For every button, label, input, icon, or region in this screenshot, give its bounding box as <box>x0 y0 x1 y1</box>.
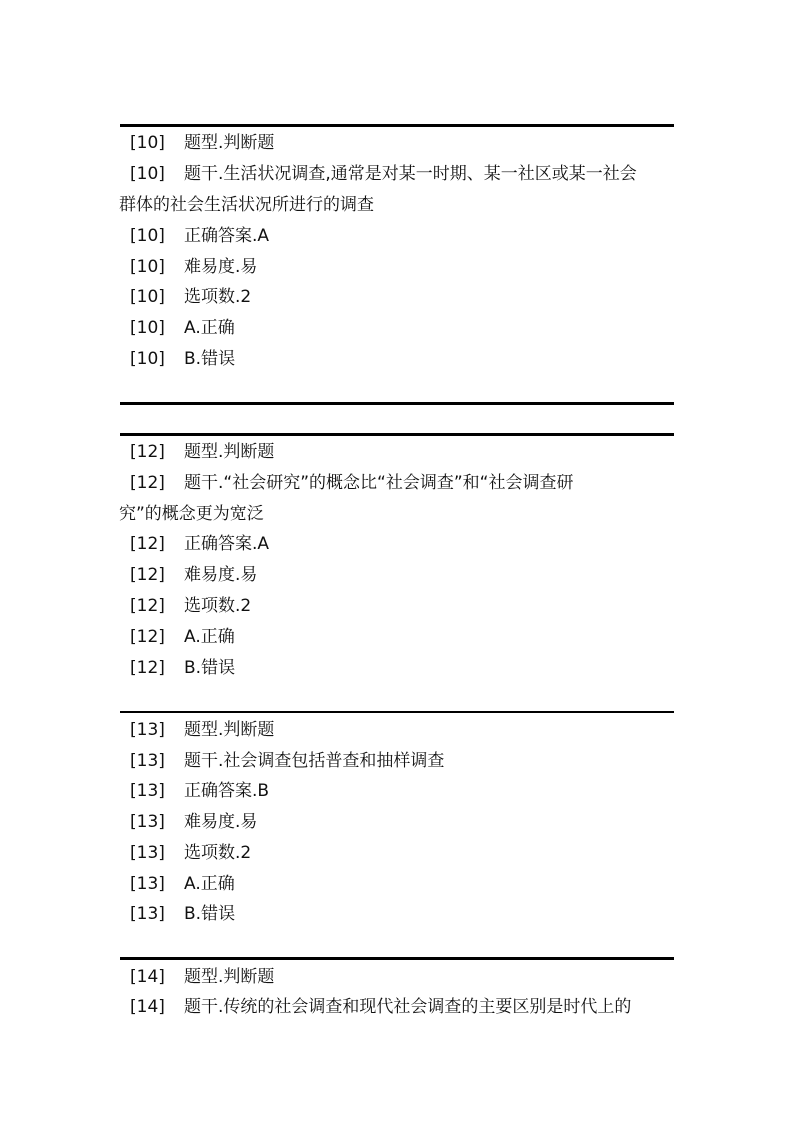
question-number: [12] <box>130 627 165 647</box>
divider-line <box>120 402 674 405</box>
option-a <box>130 627 235 647</box>
divider-line <box>120 124 674 127</box>
difficulty-text: 难易度.易 <box>184 812 258 832</box>
option-count-text: 选项数.2 <box>184 596 252 616</box>
question-type <box>130 967 274 987</box>
question-number: [12] <box>130 565 165 585</box>
stem-text: 题干.“社会研究”的概念比“社会调查”和“社会调查研 <box>184 473 574 493</box>
question-type <box>130 133 274 153</box>
option-b <box>130 349 235 369</box>
option-a-text: A.正确 <box>184 874 235 894</box>
question-number: [14] <box>130 967 165 987</box>
type-text: 题型.判断题 <box>184 133 275 153</box>
option-b-text: B.错误 <box>184 658 236 678</box>
question-number: [13] <box>130 843 165 863</box>
difficulty-text: 难易度.易 <box>184 257 258 277</box>
question-number: [12] <box>130 658 165 678</box>
question-number: [13] <box>130 904 165 924</box>
question-number: [12] <box>130 596 165 616</box>
correct-answer <box>130 781 269 801</box>
type-text: 题型.判断题 <box>184 442 275 462</box>
answer-text: 正确答案.A <box>184 226 270 246</box>
question-number: [13] <box>130 874 165 894</box>
question-number: [13] <box>130 812 165 832</box>
divider-line <box>120 711 674 713</box>
question-number: [13] <box>130 781 165 801</box>
question-stem <box>130 473 573 493</box>
option-count <box>130 287 251 307</box>
stem-continuation: 究”的概念更为宽泛 <box>119 504 264 524</box>
question-number: [10] <box>130 164 165 184</box>
question-type <box>130 720 274 740</box>
question-number: [10] <box>130 287 165 307</box>
option-b-text: B.错误 <box>184 904 236 924</box>
question-number: [14] <box>130 997 165 1017</box>
difficulty <box>130 565 257 585</box>
difficulty <box>130 812 257 832</box>
option-count-text: 选项数.2 <box>184 843 252 863</box>
question-stem <box>130 164 637 184</box>
question-stem <box>130 997 631 1017</box>
option-b <box>130 658 235 678</box>
option-b <box>130 904 235 924</box>
question-stem <box>130 751 444 771</box>
question-number: [13] <box>130 751 165 771</box>
type-text: 题型.判断题 <box>184 720 275 740</box>
option-count <box>130 596 251 616</box>
option-a <box>130 874 235 894</box>
question-number: [10] <box>130 133 165 153</box>
question-number: [10] <box>130 349 165 369</box>
question-number: [10] <box>130 226 165 246</box>
difficulty-text: 难易度.易 <box>184 565 258 585</box>
answer-text: 正确答案.B <box>184 781 270 801</box>
divider-line <box>120 957 674 960</box>
stem-text: 题干.传统的社会调查和现代社会调查的主要区别是时代上的 <box>184 997 632 1017</box>
option-b-text: B.错误 <box>184 349 236 369</box>
stem-text: 题干.生活状况调查,通常是对某一时期、某一社区或某一社会 <box>184 164 637 184</box>
correct-answer <box>130 534 269 554</box>
option-a-text: A.正确 <box>184 627 235 647</box>
option-a <box>130 318 235 338</box>
question-number: [10] <box>130 318 165 338</box>
difficulty <box>130 257 257 277</box>
question-number: [12] <box>130 473 165 493</box>
correct-answer <box>130 226 269 246</box>
question-type <box>130 442 274 462</box>
option-count-text: 选项数.2 <box>184 287 252 307</box>
question-number: [13] <box>130 720 165 740</box>
option-count <box>130 843 251 863</box>
stem-text: 题干.社会调查包括普查和抽样调查 <box>184 751 445 771</box>
question-number: [12] <box>130 534 165 554</box>
question-number: [10] <box>130 257 165 277</box>
answer-text: 正确答案.A <box>184 534 270 554</box>
divider-line <box>120 433 674 436</box>
question-number: [12] <box>130 442 165 462</box>
stem-continuation: 群体的社会生活状况所进行的调查 <box>119 195 374 215</box>
option-a-text: A.正确 <box>184 318 235 338</box>
type-text: 题型.判断题 <box>184 967 275 987</box>
